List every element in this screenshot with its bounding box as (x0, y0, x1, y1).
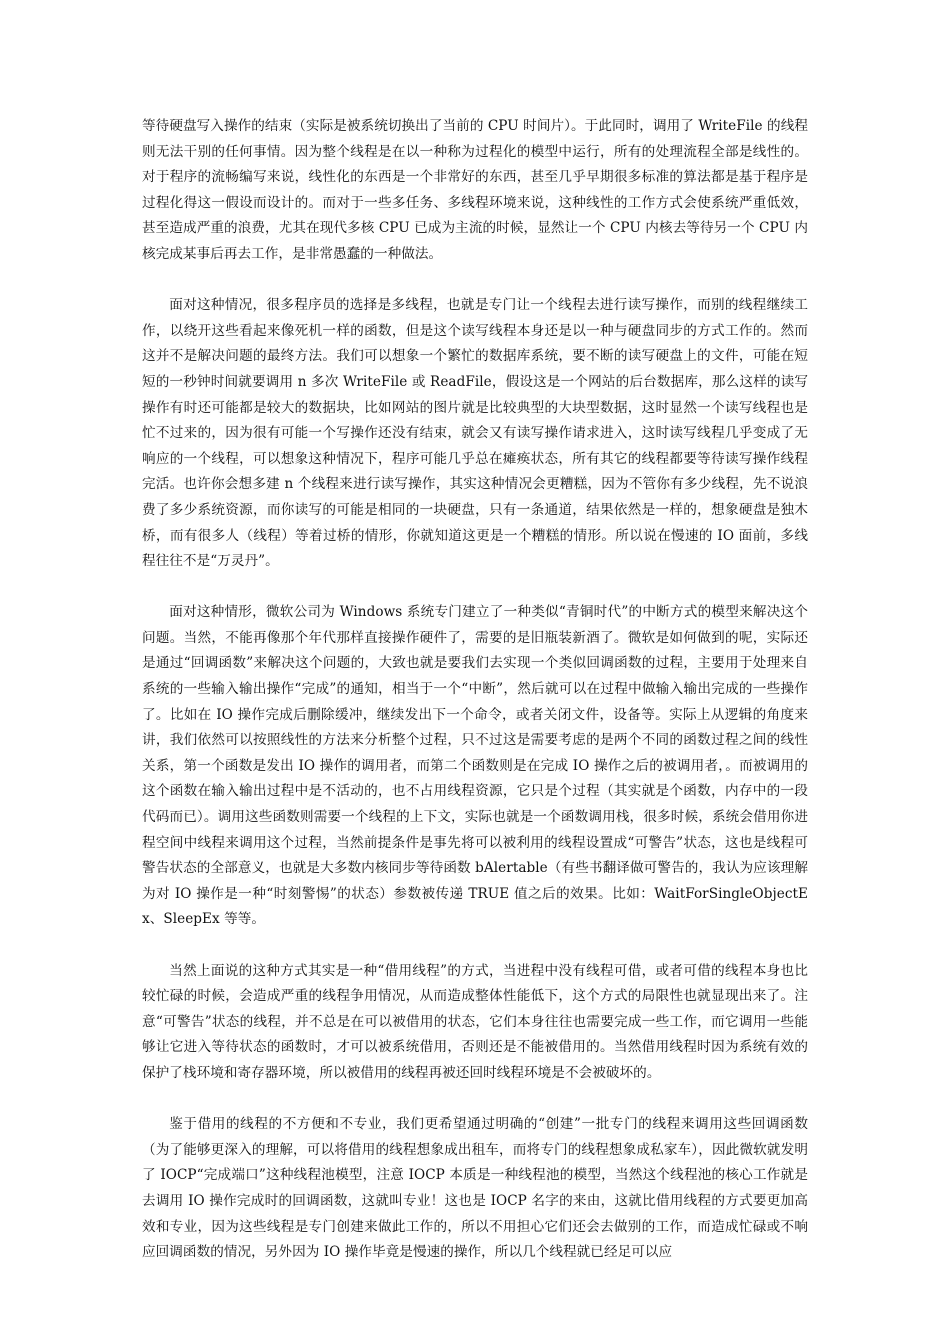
paragraph-2: 面对这种情况，很多程序员的选择是多线程，也就是专门让一个线程去进行读写操作，而别的线程继续工作，以绕开这些看起来像死机一样的函数，但是这个读写线程本身还是以一种与硬盘同步的方式工作的。然而这并不是解决问题的最终方法。我们可以想象一个繁忙的数据库系统，要不断的读写硬盘上的文件，可能在短短的一秒钟时间就要调用 n 多次 WriteFile 或 ReadFile，假设这是一个网站的后台数据库，那么这样的读写操作有时还可能都是较大的数据块，比如网站的图片就是比较典型的大块型数据，这时显然一个读写线程也是忙不过来的，因为很有可能一个写操作还没有结束，就会又有读写操作请求进入，这时读写线程几乎变成了无响应的一个线程，可以想象这种情况下，程序可能几乎总在瘫痪状态，所有其它的线程都要等待读写操作线程完活。也许你会想多建 n 个线程来进行读写操作，其实这种情况会更糟糕，因为不管你有多少线程，先不说浪费了多少系统资源，而你读写的可能是相同的一块硬盘，只有一条通道，结果依然是一样的，想象硬盘是独木桥，而有很多人（线程）等着过桥的情形，你就知道这更是一个糟糕的情形。所以说在慢速的 IO 面前，多线程往往不是“万灵丹”。 (142, 297, 808, 570)
paragraph-4: 当然上面说的这种方式其实是一种“借用线程”的方式，当进程中没有线程可借，或者可借的线程本身也比较忙碌的时候，会造成严重的线程争用情况，从而造成整体性能低下，这个方式的局限性也就显现出来了。注意“可警告”状态的线程，并不总是在可以被借用的状态，它们本身往往也需要完成一些工作，而它调用一些能够让它进入等待状态的函数时，才可以被系统借用，否则还是不能被借用的。当然借用线程时因为系统有效的保护了栈环境和寄存器环境，所以被借用的线程再被还回时线程环境是不会被破坏的。 (142, 962, 808, 1081)
paragraph-3: 面对这种情形，微软公司为 Windows 系统专门建立了一种类似“青铜时代”的中断方式的模型来解决这个问题。当然，不能再像那个年代那样直接操作硬件了，需要的是旧瓶装新酒了。微软是如何做到的呢，实际还是通过“回调函数”来解决这个问题的，大致也就是要我们去实现一个类似回调函数的过程，主要用于处理来自系统的一些输入输出操作“完成”的通知，相当于一个“中断”，然后就可以在过程中做输入输出完成的一些操作了。比如在 IO 操作完成后删除缓冲，继续发出下一个命令，或者关闭文件，设备等。实际上从逻辑的角度来讲，我们依然可以按照线性的方法来分析整个过程，只不过这是需要考虑的是两个不同的函数过程之间的线性关系，第一个函数是发出 IO 操作的调用者，而第二个函数则是在完成 IO 操作之后的被调用者，。而被调用的这个函数在输入输出过程中是不活动的，也不占用线程资源，它只是个过程（其实就是个函数，内存中的一段代码而已）。调用这些函数则需要一个线程的上下文，实际也就是一个函数调用栈，很多时候，系统会借用你进程空间中线程来调用这个过程，当然前提条件是事先将可以被利用的线程设置成“可警告”状态，这也是线程可警告状态的全部意义，也就是大多数内核同步等待函数 bAlertable（有些书翻译做可警告的，我认为应该理解为对 IO 操作是一种“时刻警惕”的状态）参数被传递 TRUE 值之后的效果。比如：WaitForSingleObjectEx、SleepEx 等等。 (142, 604, 808, 928)
document-page (142, 114, 808, 1266)
paragraph-5: 鉴于借用的线程的不方便和不专业，我们更希望通过明确的“创建”一批专门的线程来调用这些回调函数（为了能够更深入的理解，可以将借用的线程想象成出租车，而将专门的线程想象成私家车），因此微软就发明了 IOCP“完成端口”这种线程池模型，注意 IOCP 本质是一种线程池的模型，当然这个线程池的核心工作就是去调用 IO 操作完成时的回调函数，这就叫专业！这也是 IOCP 名字的来由，这就比借用线程的方式要更加高效和专业，因为这些线程是专门创建来做此工作的，所以不用担心它们还会去做别的工作，而造成忙碌或不响应回调函数的情况，另外因为 IO 操作毕竟是慢速的操作，所以几个线程就已经足可以应 (142, 1116, 808, 1261)
paragraph-gap (142, 268, 808, 294)
paragraph-1: 等待硬盘写入操作的结束（实际是被系统切换出了当前的 CPU 时间片）。于此同时，调用了 WriteFile 的线程则无法干别的任何事情。因为整个线程是在以一种称为过程化的模型中运行，所有的处理流程全部是线性的。对于程序的流畅编写来说，线性化的东西是一个非常好的东西，甚至几乎早期很多标准的算法都是基于程序是过程化得这一假设而设计的。而对于一些多任务、多线程环境来说，这种线性的工作方式会使系统严重低效，甚至造成严重的浪费，尤其在现代多核 CPU 已成为主流的时候，显然让一个 CPU 内核去等待另一个 CPU 内核完成某事后再去工作，是非常愚蠢的一种做法。 (142, 118, 808, 262)
paragraph-gap (142, 575, 808, 601)
paragraph-gap (142, 933, 808, 959)
paragraph-gap (142, 1087, 808, 1113)
